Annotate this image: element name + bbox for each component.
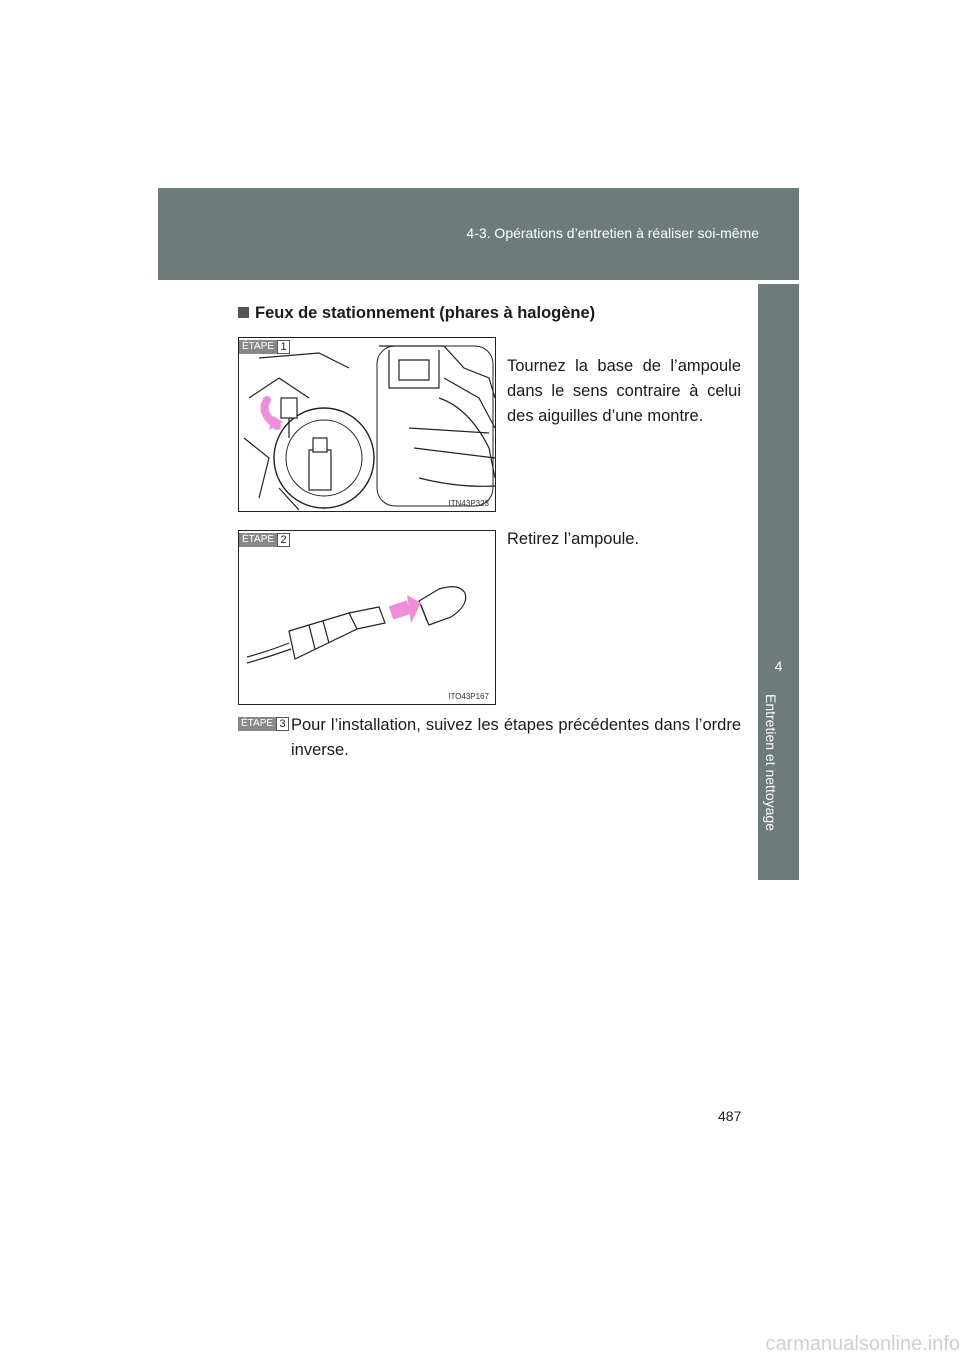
chapter-title: Entretien et nettoyage (763, 694, 779, 831)
page-number: 487 (718, 1108, 742, 1124)
section-title: 4-3. Opérations d’entretien à réaliser soi-même (466, 225, 759, 241)
section-heading-text: Feux de stationnement (phares à halogène) (255, 304, 596, 322)
chapter-number: 4 (774, 658, 783, 674)
step-3-text: Pour l’installation, suivez les étapes précédentes dans l’ordre inverse. (291, 716, 741, 759)
bulb-removal-illustration (239, 531, 495, 704)
step-label-1: ÉTAPE 1 (239, 340, 290, 354)
figure-code-1: ITN43P323 (448, 499, 489, 508)
figure-step-2 (238, 530, 496, 705)
figure-code-2: ITO43P167 (448, 692, 489, 701)
header-band (158, 188, 799, 280)
watermark: carmanualsonline.info (765, 1333, 960, 1355)
headlight-socket-illustration (239, 338, 495, 511)
figure-step-1 (238, 337, 496, 512)
step-label-2: ÉTAPE 2 (239, 533, 290, 547)
section-heading (238, 304, 595, 323)
step-2-text: Retirez l’ampoule. (507, 530, 640, 548)
square-bullet-icon (238, 307, 249, 318)
chapter-side-tab[interactable] (758, 284, 799, 880)
step-1-text: Tournez la base de l’ampoule dans le sens contraire à celui des aiguilles d’une montre. (507, 357, 741, 425)
step-label-3: ÉTAPE 3 (238, 717, 289, 731)
